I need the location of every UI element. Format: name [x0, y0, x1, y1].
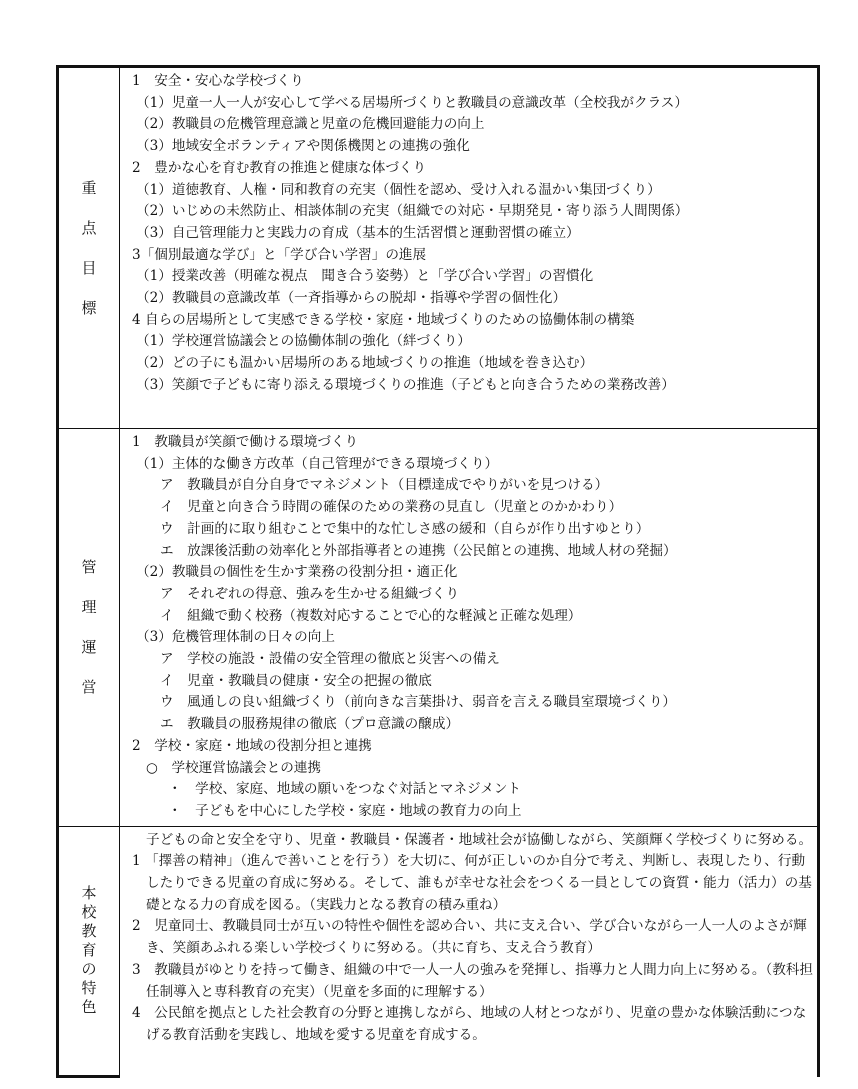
- content-line: エ 教職員の服務規律の徹底（プロ意識の醸成）: [160, 716, 460, 733]
- content-line: 1 教職員が笑顔で働ける環境づくり: [132, 434, 359, 450]
- section-label-management: [81, 547, 96, 707]
- content-line: ア 教職員が自分自身でマネジメント（目標達成でやりがいを見つける）: [160, 477, 609, 494]
- section-row-school-features: [58, 826, 819, 1077]
- content-line: （1）授業改善（明確な視点 聞き合う姿勢）と「学び合い学習」の習慣化: [136, 268, 594, 285]
- content-line: 1 安全・安心な学校づくり: [132, 73, 304, 89]
- content-line: （1）学校運営協議会との協働体制の強化（絆づくり）: [136, 333, 471, 350]
- section-label-cell: [58, 67, 120, 429]
- content-line: （1）主体的な働き方改革（自己管理ができる環境づくり）: [136, 455, 499, 472]
- content-line: 2 学校・家庭・地域の役割分担と連携: [132, 737, 372, 754]
- content-line: （3）地域安全ボランティアや関係機関との連携の強化: [136, 138, 470, 155]
- content-line: 4 自らの居場所として実感できる学校・家庭・地域づくりのための協働体制の構築: [132, 311, 635, 328]
- content-line: ウ 風通しの良い組織づくり（前向きな言葉掛け、弱音を言える職員室環境づくり）: [160, 694, 677, 711]
- content-line: ア それぞれの得意、強みを生かせる組織づくり: [160, 585, 460, 602]
- label-char: 点: [81, 219, 97, 237]
- feature-paragraph: 3 教職員がゆとりを持って働き、組織の中で一人一人の強みを発揮し、指導力と人間力向上に努める。（教科担任制導入と専科教育の充実）（児童を多面的に理解する）: [132, 961, 813, 1000]
- section-row-priority-goals: [58, 67, 819, 429]
- content-line: ア 学校の施設・設備の安全管理の徹底と災害への備え: [160, 651, 500, 668]
- content-line: （2）いじめの未然防止、相談体制の充実（組織での対応・早期発見・寄り添う人間関係）: [136, 203, 689, 220]
- content-line: ウ 計画的に取り組むことで集中的な忙しさ感の緩和（自らが作り出すゆとり）: [160, 520, 650, 537]
- label-char: 重: [81, 179, 97, 197]
- label-char: 標: [81, 299, 97, 317]
- content-line: 3「個別最適な学び」と「学び合い学習」の進展: [132, 246, 427, 263]
- content-line: イ 組織で動く校務（複数対応することで心的な軽減と正確な処理）: [160, 607, 582, 624]
- section-label-cell: [58, 826, 120, 1077]
- content-line: （2）教職員の危機管理意識と児童の危機回避能力の向上: [136, 116, 485, 133]
- school-plan-table: [56, 65, 820, 1078]
- content-line: ・ 学校、家庭、地域の願いをつなぐ対話とマネジメント: [168, 781, 522, 798]
- content-line: （1）道徳教育、人権・同和教育の充実（個性を認め、受け入れる温かい集団づくり）: [136, 181, 661, 198]
- feature-paragraph: 2 児童同士、教職員同士が互いの特性や個性を認め合い、共に支え合い、学び合いながら一人一人のよさが輝き、笑顔あふれる楽しい学校づくりに努める。（共に育ち、支え合う教育）: [132, 918, 807, 957]
- section-content-priority-goals: [120, 67, 819, 429]
- label-char: 理: [81, 598, 97, 617]
- content-line: （3）笑顔で子どもに寄り添える環境づくりの推進（子どもと向き合うための業務改善）: [136, 376, 675, 393]
- label-char: 教: [81, 922, 97, 941]
- content-line: ○ 学校運営協議会との連携: [146, 759, 321, 776]
- content-line: （2）教職員の意識改革（一斉指導からの脱却・指導や学習の個性化）: [136, 290, 567, 307]
- content-line: イ 児童と向き合う時間の確保のための業務の見直し（児童とのかかわり）: [160, 499, 623, 516]
- content-line: （3）自己管理能力と実践力の育成（基本的生活習慣と運動習慣の確立）: [136, 224, 580, 241]
- content-line: エ 放課後活動の効率化と外部指導者との連携（公民館との連携、地域人材の発掘）: [160, 542, 677, 559]
- feature-paragraph: 1 「擇善の精神」（進んで善いことを行う）を大切に、何が正しいのか自分で考え、判断し、表現したり、行動したりできる児童の育成に努める。そして、誰もが幸せな社会をつくる一員としての資質・能力（活力）の基礎となる力の育成を図る。（実践力となる教育の積み重ね）: [132, 853, 812, 913]
- content-line: ・ 子どもを中心にした学校・家庭・地域の教育力の向上: [168, 802, 522, 819]
- content-line: （3）危機管理体制の日々の向上: [136, 629, 335, 646]
- section-label-cell: [58, 429, 120, 827]
- section-content-management: [120, 429, 819, 827]
- label-char: 本: [81, 884, 97, 903]
- section-content-school-features: [120, 826, 819, 1077]
- label-char: 特: [81, 979, 97, 998]
- section-label-school-features: [81, 884, 96, 1017]
- label-char: 管: [81, 558, 97, 577]
- feature-paragraph: 4 公民館を拠点とした社会教育の分野と連携しながら、地域の人材とつながり、児童の豊かな体験活動につなげる教育活動を実践し、地域を愛する児童を育成する。: [132, 1005, 807, 1043]
- label-char: 目: [81, 259, 97, 277]
- label-char: の: [81, 960, 97, 979]
- feature-paragraph: 子どもの命と安全を守り、児童・教職員・保護者・地域社会が協働しながら、笑顔輝く学校づくりに努める。: [146, 831, 813, 848]
- label-char: 校: [81, 903, 97, 922]
- content-line: （2）教職員の個性を生かす業務の役割分担・適正化: [136, 564, 458, 581]
- content-line: 2 豊かな心を育む教育の推進と健康な体づくり: [132, 159, 427, 176]
- label-char: 育: [81, 941, 97, 960]
- content-line: （2）どの子にも温かい居場所のある地域づくりの推進（地域を巻き込む）: [136, 355, 594, 372]
- label-char: 色: [81, 998, 97, 1017]
- section-row-management: [58, 429, 819, 827]
- section-label-priority-goals: [81, 168, 96, 328]
- label-char: 営: [81, 678, 97, 697]
- label-char: 運: [81, 638, 97, 657]
- content-line: （1）児童一人一人が安心して学べる居場所づくりと教職員の意識改革（全校我がクラス）: [136, 94, 688, 111]
- content-line: イ 児童・教職員の健康・安全の把握の徹底: [160, 672, 432, 689]
